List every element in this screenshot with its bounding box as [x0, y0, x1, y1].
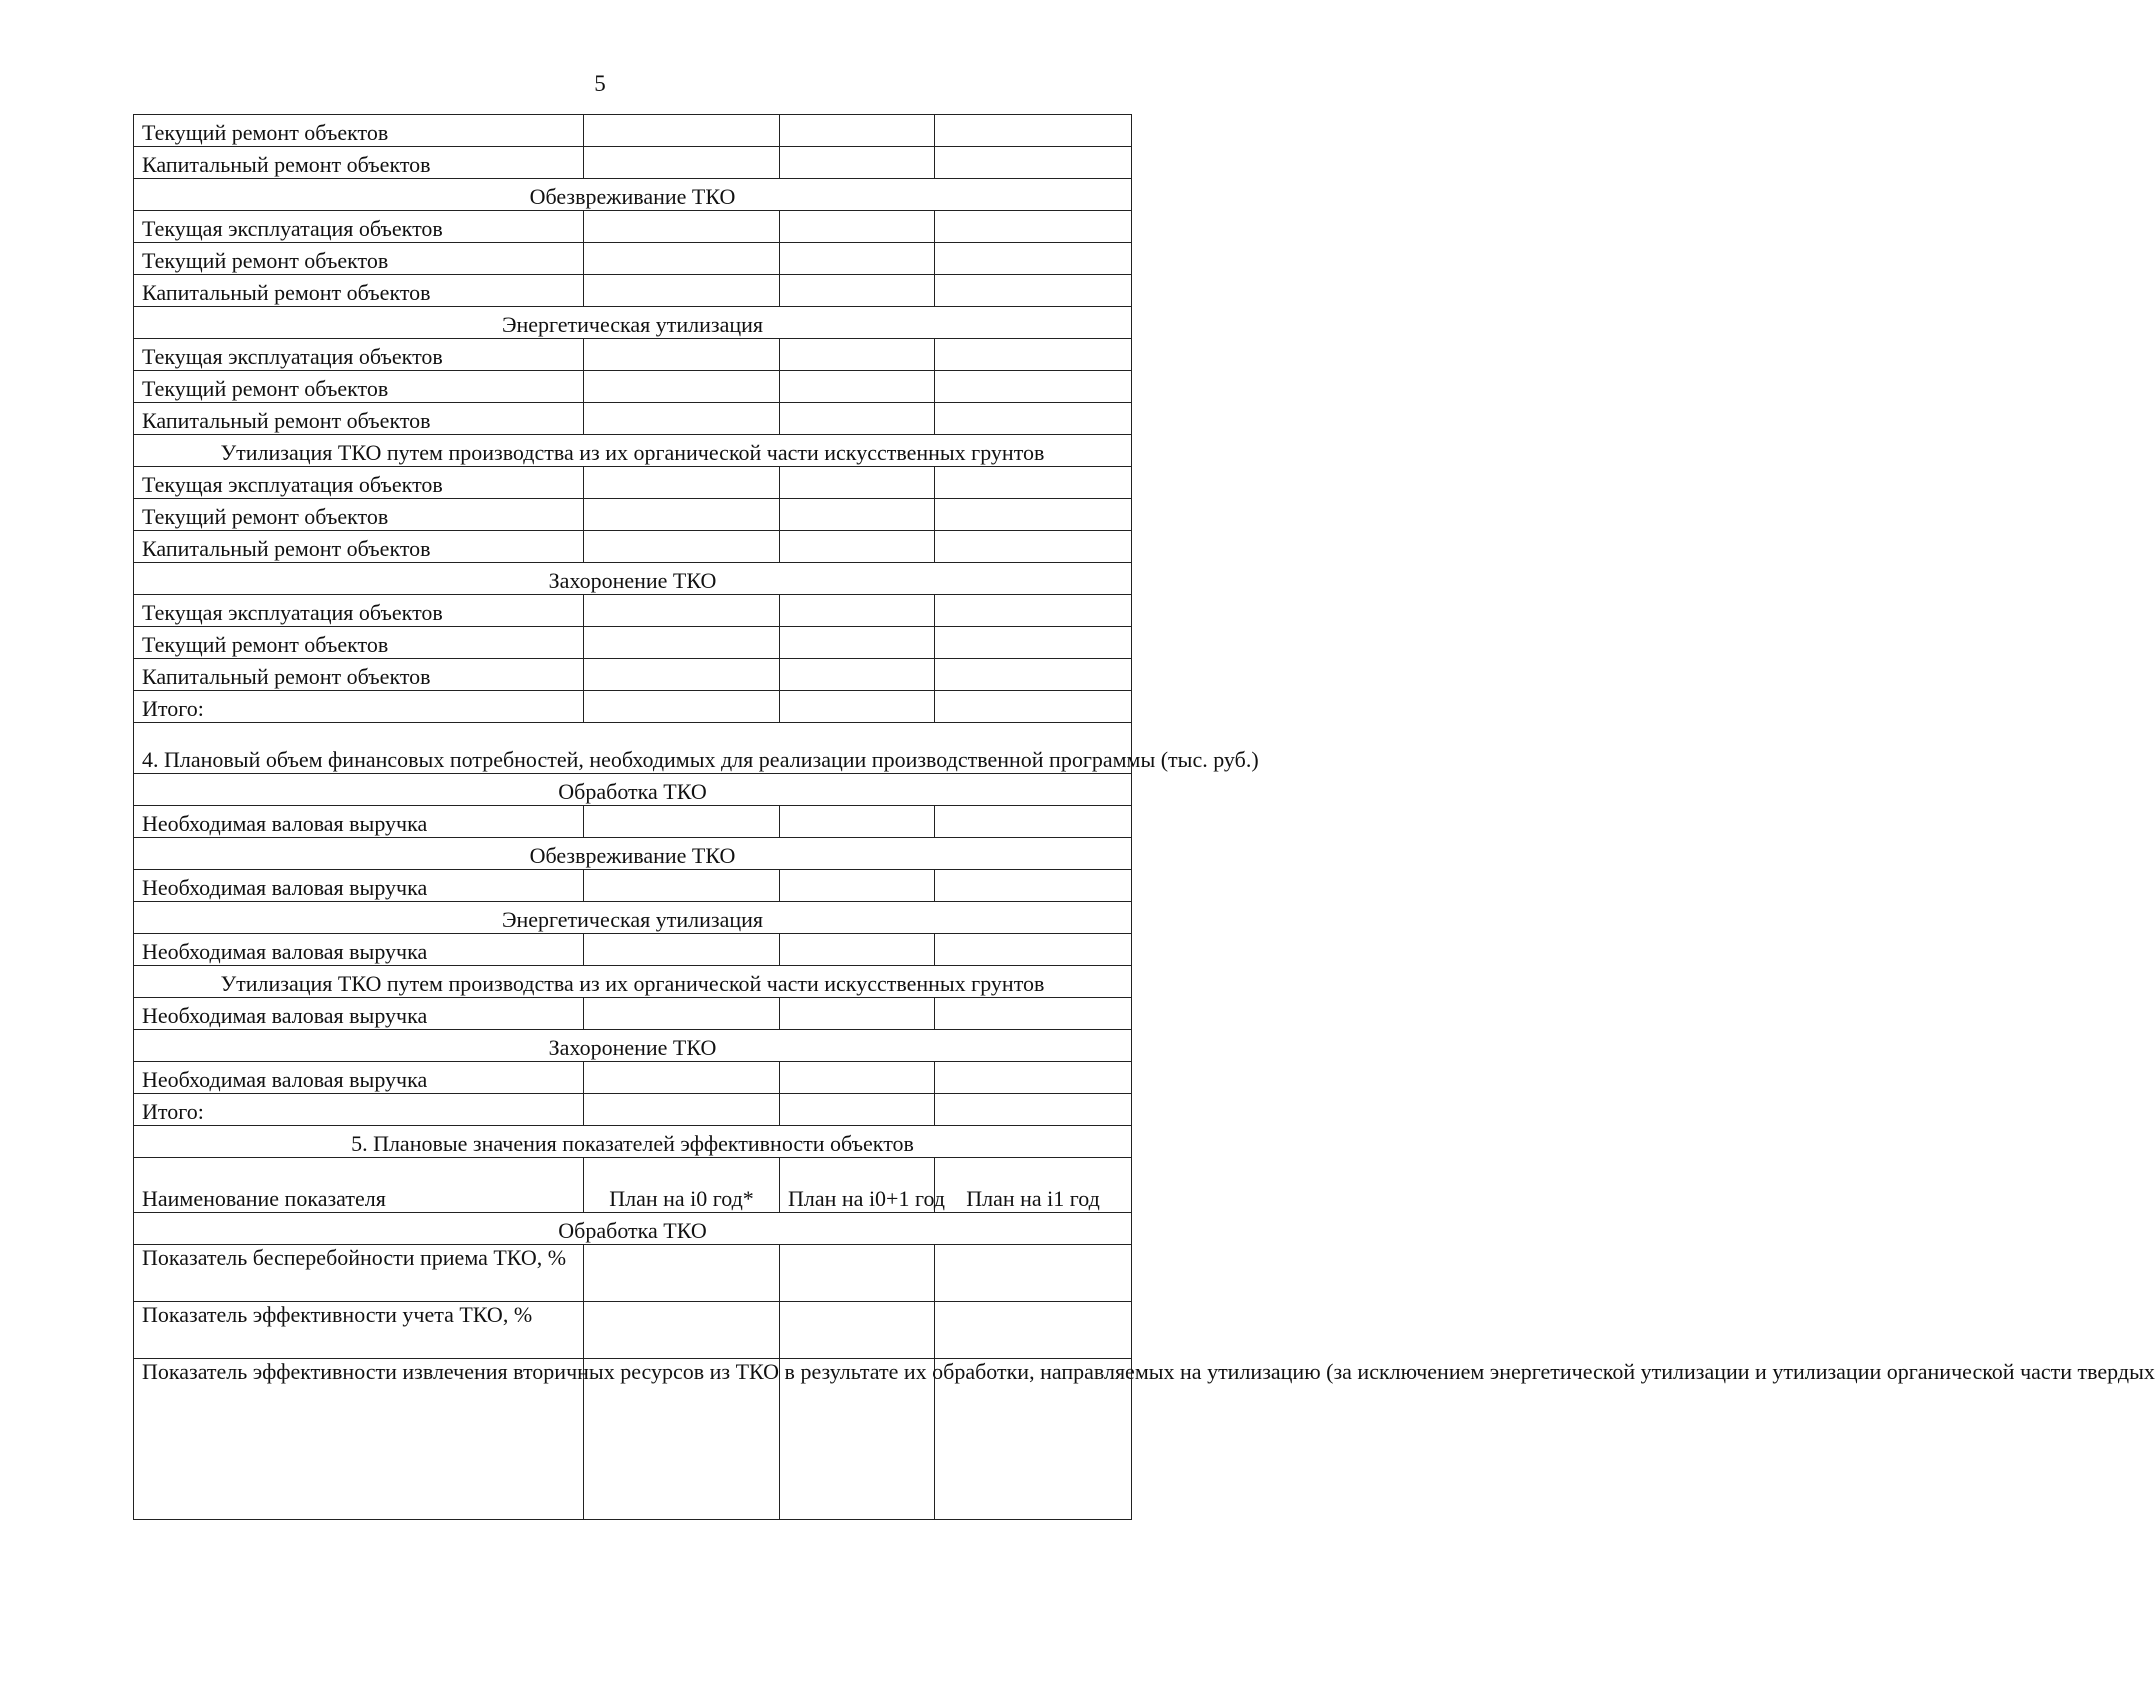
table-row — [134, 998, 1132, 1030]
row-label: Капитальный ремонт объектов — [134, 531, 584, 563]
section-row — [134, 1030, 1132, 1062]
section-row — [134, 902, 1132, 934]
column-header-plan-i0-1: План на i0+1 год — [780, 1158, 935, 1213]
value-cell — [584, 147, 780, 179]
row-label: Необходимая валовая выручка — [134, 998, 584, 1030]
table-row — [134, 147, 1132, 179]
row-label: Необходимая валовая выручка — [134, 870, 584, 902]
value-cell — [780, 275, 935, 307]
value-cell — [935, 870, 1132, 902]
value-cell — [584, 403, 780, 435]
section-title: Утилизация ТКО путем производства из их органической части искусственных грунтов — [134, 435, 1132, 467]
value-cell — [935, 371, 1132, 403]
row-label: Текущий ремонт объектов — [134, 627, 584, 659]
table-row — [134, 627, 1132, 659]
value-cell — [584, 531, 780, 563]
value-cell — [780, 627, 935, 659]
section-row — [134, 563, 1132, 595]
value-cell — [584, 595, 780, 627]
table-row — [134, 275, 1132, 307]
value-cell — [584, 1062, 780, 1094]
row-label: Показатель эффективности извлечения вторичных ресурсов из ТКО в результате их обработки, направляемых на утилизацию (за исключением энергетической утилизации и утилизации органической части твердых — [134, 1359, 584, 1520]
value-cell — [584, 659, 780, 691]
section-title: Энергетическая утилизация — [134, 307, 1132, 339]
row-label: Капитальный ремонт объектов — [134, 403, 584, 435]
value-cell — [780, 531, 935, 563]
section-title: Энергетическая утилизация — [134, 902, 1132, 934]
production-program-table — [133, 114, 2155, 1520]
value-cell — [935, 1062, 1132, 1094]
value-cell — [935, 531, 1132, 563]
table-row — [134, 339, 1132, 371]
table-row — [134, 1094, 1132, 1126]
value-cell — [780, 339, 935, 371]
value-cell — [780, 595, 935, 627]
row-label: Капитальный ремонт объектов — [134, 275, 584, 307]
section-heading: 4. Плановый объем финансовых потребностей, необходимых для реализации производственной программы (тыс. руб.) — [134, 723, 1132, 774]
value-cell — [935, 499, 1132, 531]
value-cell — [584, 934, 780, 966]
value-cell — [780, 659, 935, 691]
value-cell — [780, 1094, 935, 1126]
value-cell — [935, 934, 1132, 966]
section-row — [134, 1213, 1132, 1245]
value-cell — [584, 275, 780, 307]
table-row — [134, 371, 1132, 403]
value-cell — [584, 115, 780, 147]
row-label: Итого: — [134, 691, 584, 723]
value-cell — [780, 934, 935, 966]
value-cell — [935, 806, 1132, 838]
value-cell — [584, 1245, 780, 1302]
section-title: Захоронение ТКО — [134, 563, 1132, 595]
table-row — [134, 115, 1132, 147]
row-label: Необходимая валовая выручка — [134, 934, 584, 966]
row-label: Текущий ремонт объектов — [134, 115, 584, 147]
value-cell — [780, 115, 935, 147]
value-cell — [584, 499, 780, 531]
value-cell — [584, 467, 780, 499]
value-cell — [780, 691, 935, 723]
table-row — [134, 531, 1132, 563]
row-label: Необходимая валовая выручка — [134, 806, 584, 838]
value-cell — [780, 1245, 935, 1302]
value-cell — [935, 1094, 1132, 1126]
row-label: Текущая эксплуатация объектов — [134, 211, 584, 243]
value-cell — [935, 243, 1132, 275]
row-label: Текущая эксплуатация объектов — [134, 595, 584, 627]
value-cell — [584, 627, 780, 659]
table-row — [134, 659, 1132, 691]
section-title: Захоронение ТКО — [134, 1030, 1132, 1062]
value-cell — [780, 403, 935, 435]
value-cell — [935, 147, 1132, 179]
section-row — [134, 307, 1132, 339]
table-row — [134, 1245, 1132, 1302]
section-title: Обработка ТКО — [134, 774, 1132, 806]
value-cell — [935, 339, 1132, 371]
table-row — [134, 870, 1132, 902]
value-cell — [584, 211, 780, 243]
value-cell — [935, 998, 1132, 1030]
section-row — [134, 838, 1132, 870]
table-row — [134, 595, 1132, 627]
value-cell — [584, 371, 780, 403]
value-cell — [780, 806, 935, 838]
row-label: Текущий ремонт объектов — [134, 243, 584, 275]
table-row — [134, 211, 1132, 243]
page-number: 5 — [594, 71, 606, 96]
value-cell — [780, 211, 935, 243]
value-cell — [935, 1245, 1132, 1302]
value-cell — [780, 1062, 935, 1094]
value-cell — [935, 115, 1132, 147]
value-cell — [584, 998, 780, 1030]
value-cell — [584, 1302, 780, 1359]
value-cell — [935, 211, 1132, 243]
row-label: Текущий ремонт объектов — [134, 371, 584, 403]
table-row — [134, 1359, 1132, 1520]
section-title: Утилизация ТКО путем производства из их органической части искусственных грунтов — [134, 966, 1132, 998]
table-row — [134, 1062, 1132, 1094]
value-cell — [935, 595, 1132, 627]
section-row — [134, 774, 1132, 806]
section-row — [134, 1126, 1132, 1158]
section-title: 5. Плановые значения показателей эффективности объектов — [134, 1126, 1132, 1158]
table-row — [134, 806, 1132, 838]
value-cell — [935, 659, 1132, 691]
value-cell — [935, 627, 1132, 659]
section-title: Обезвреживание ТКО — [134, 179, 1132, 211]
table-row — [134, 467, 1132, 499]
row-label: Показатель бесперебойности приема ТКО, % — [134, 1245, 584, 1302]
row-label: Капитальный ремонт объектов — [134, 147, 584, 179]
section-row — [134, 179, 1132, 211]
value-cell — [780, 870, 935, 902]
value-cell — [780, 1302, 935, 1359]
column-header-name: Наименование показателя — [134, 1158, 584, 1213]
row-label: Капитальный ремонт объектов — [134, 659, 584, 691]
value-cell — [584, 1094, 780, 1126]
section-heading-row — [134, 723, 1132, 774]
column-header-plan-i1: План на i1 год — [935, 1158, 1132, 1213]
value-cell — [780, 147, 935, 179]
table-row — [134, 1302, 1132, 1359]
table-row — [134, 403, 1132, 435]
row-label: Показатель эффективности учета ТКО, % — [134, 1302, 584, 1359]
section-row — [134, 435, 1132, 467]
value-cell — [935, 1302, 1132, 1359]
section-title: Обработка ТКО — [134, 1213, 1132, 1245]
table-row — [134, 243, 1132, 275]
section-title: Обезвреживание ТКО — [134, 838, 1132, 870]
row-label: Итого: — [134, 1094, 584, 1126]
value-cell — [780, 467, 935, 499]
row-label: Текущая эксплуатация объектов — [134, 339, 584, 371]
value-cell — [584, 339, 780, 371]
row-label: Текущая эксплуатация объектов — [134, 467, 584, 499]
value-cell — [780, 243, 935, 275]
value-cell — [584, 806, 780, 838]
table-row — [134, 934, 1132, 966]
column-header-row — [134, 1158, 1132, 1213]
row-label: Необходимая валовая выручка — [134, 1062, 584, 1094]
value-cell — [584, 243, 780, 275]
column-header-plan-i0: План на i0 год* — [584, 1158, 780, 1213]
value-cell — [935, 403, 1132, 435]
section-row — [134, 966, 1132, 998]
value-cell — [780, 499, 935, 531]
table-row — [134, 691, 1132, 723]
row-label: Текущий ремонт объектов — [134, 499, 584, 531]
table-row — [134, 499, 1132, 531]
value-cell — [780, 371, 935, 403]
value-cell — [935, 691, 1132, 723]
value-cell — [935, 467, 1132, 499]
value-cell — [584, 870, 780, 902]
value-cell — [584, 691, 780, 723]
value-cell — [780, 998, 935, 1030]
value-cell — [935, 275, 1132, 307]
